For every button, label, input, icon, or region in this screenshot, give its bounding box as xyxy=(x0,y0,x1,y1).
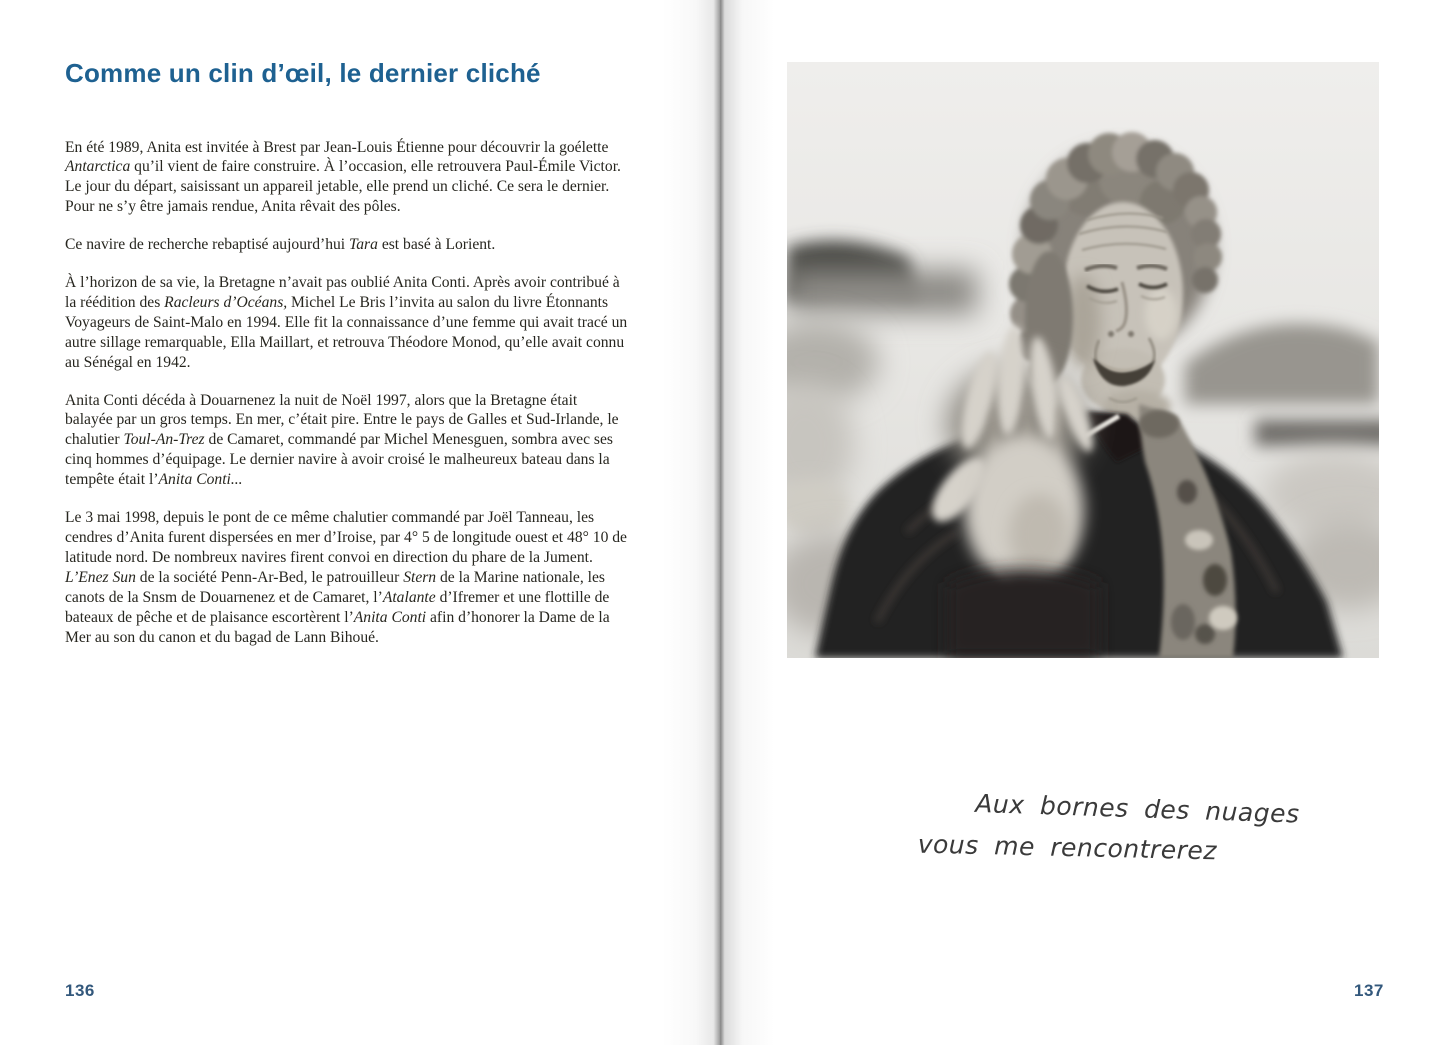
paragraph-1: En été 1989, Anita est invitée à Brest par Jean-Louis Étienne pour découvrir la goélette Antarctica qu’il vient de faire construire. À l’occasion, elle retrouvera Paul-Émile Victor. Le jour du départ, saisissant un appareil jetable, elle prend un cliché. Ce sera le dernier. Pour ne s’y être jamais rendue, Anita rêvait des pôles. xyxy=(65,138,621,216)
photo-illustration xyxy=(787,62,1379,658)
page-number-right: 137 xyxy=(1354,981,1384,1000)
chapter-title: Comme un clin d’œil, le dernier cliché xyxy=(65,58,541,88)
book-spine-gutter xyxy=(662,0,774,1045)
handwritten-line-2: vous me rencontrerez xyxy=(917,829,1218,865)
body-text xyxy=(65,138,628,648)
paragraph-4: Anita Conti décéda à Douarnenez la nuit de Noël 1997, alors que la Bretagne était balayée par un gros temps. En mer, c’était pire. Entre le pays de Galles et Sud-Irlande, le chalutier Toul-An-Trez de Camaret, commandé par Michel Menesguen, sombra avec ses cinq hommes d’équipage. Le dernier navire à avoir croisé le malheureux bateau dans la tempête était l’Anita Conti... xyxy=(65,391,619,489)
photograph-anita-conti xyxy=(787,62,1379,658)
paragraph-3: À l’horizon de sa vie, la Bretagne n’avait pas oublié Anita Conti. Après avoir contribué à la réédition des Racleurs d’Océans, Michel Le Bris l’invita au salon du livre Étonnants Voyageurs de Saint-Malo en 1994. Elle fit la connaissance d’une femme qui avait tracé un autre sillage remarquable, Ella Maillart, et retrouva Théodore Monod, qu’elle avait connu au Sénégal en 1942. xyxy=(65,274,628,371)
paragraph-5: Le 3 mai 1998, depuis le pont de ce même chalutier commandé par Joël Tanneau, les cendres d’Anita furent dispersées en mer d’Iroise, par 4° 5 de longitude ouest et 48° 10 de latitude nord. De nombreux navires firent convoi en direction du phare de la Jument. L’Enez Sun de la société Penn-Ar-Bed, le patrouilleur Stern de la Marine nationale, les canots de la Snsm de Douarnenez et de Camaret, l’Atalante d’Ifremer et une flottille de bateaux de pêche et de plaisance escortèrent l’Anita Conti afin d’honorer la Dame de la Mer au son du canon et du bagad de Lann Bihoué. xyxy=(65,509,627,646)
paragraph-2: Ce navire de recherche rebaptisé aujourd’hui Tara est basé à Lorient. xyxy=(65,236,496,254)
left-page xyxy=(65,57,628,647)
handwritten-line-1: Aux bornes des nuages xyxy=(974,788,1301,829)
handwritten-quote xyxy=(917,787,1308,869)
page-number-left: 136 xyxy=(65,981,95,1000)
